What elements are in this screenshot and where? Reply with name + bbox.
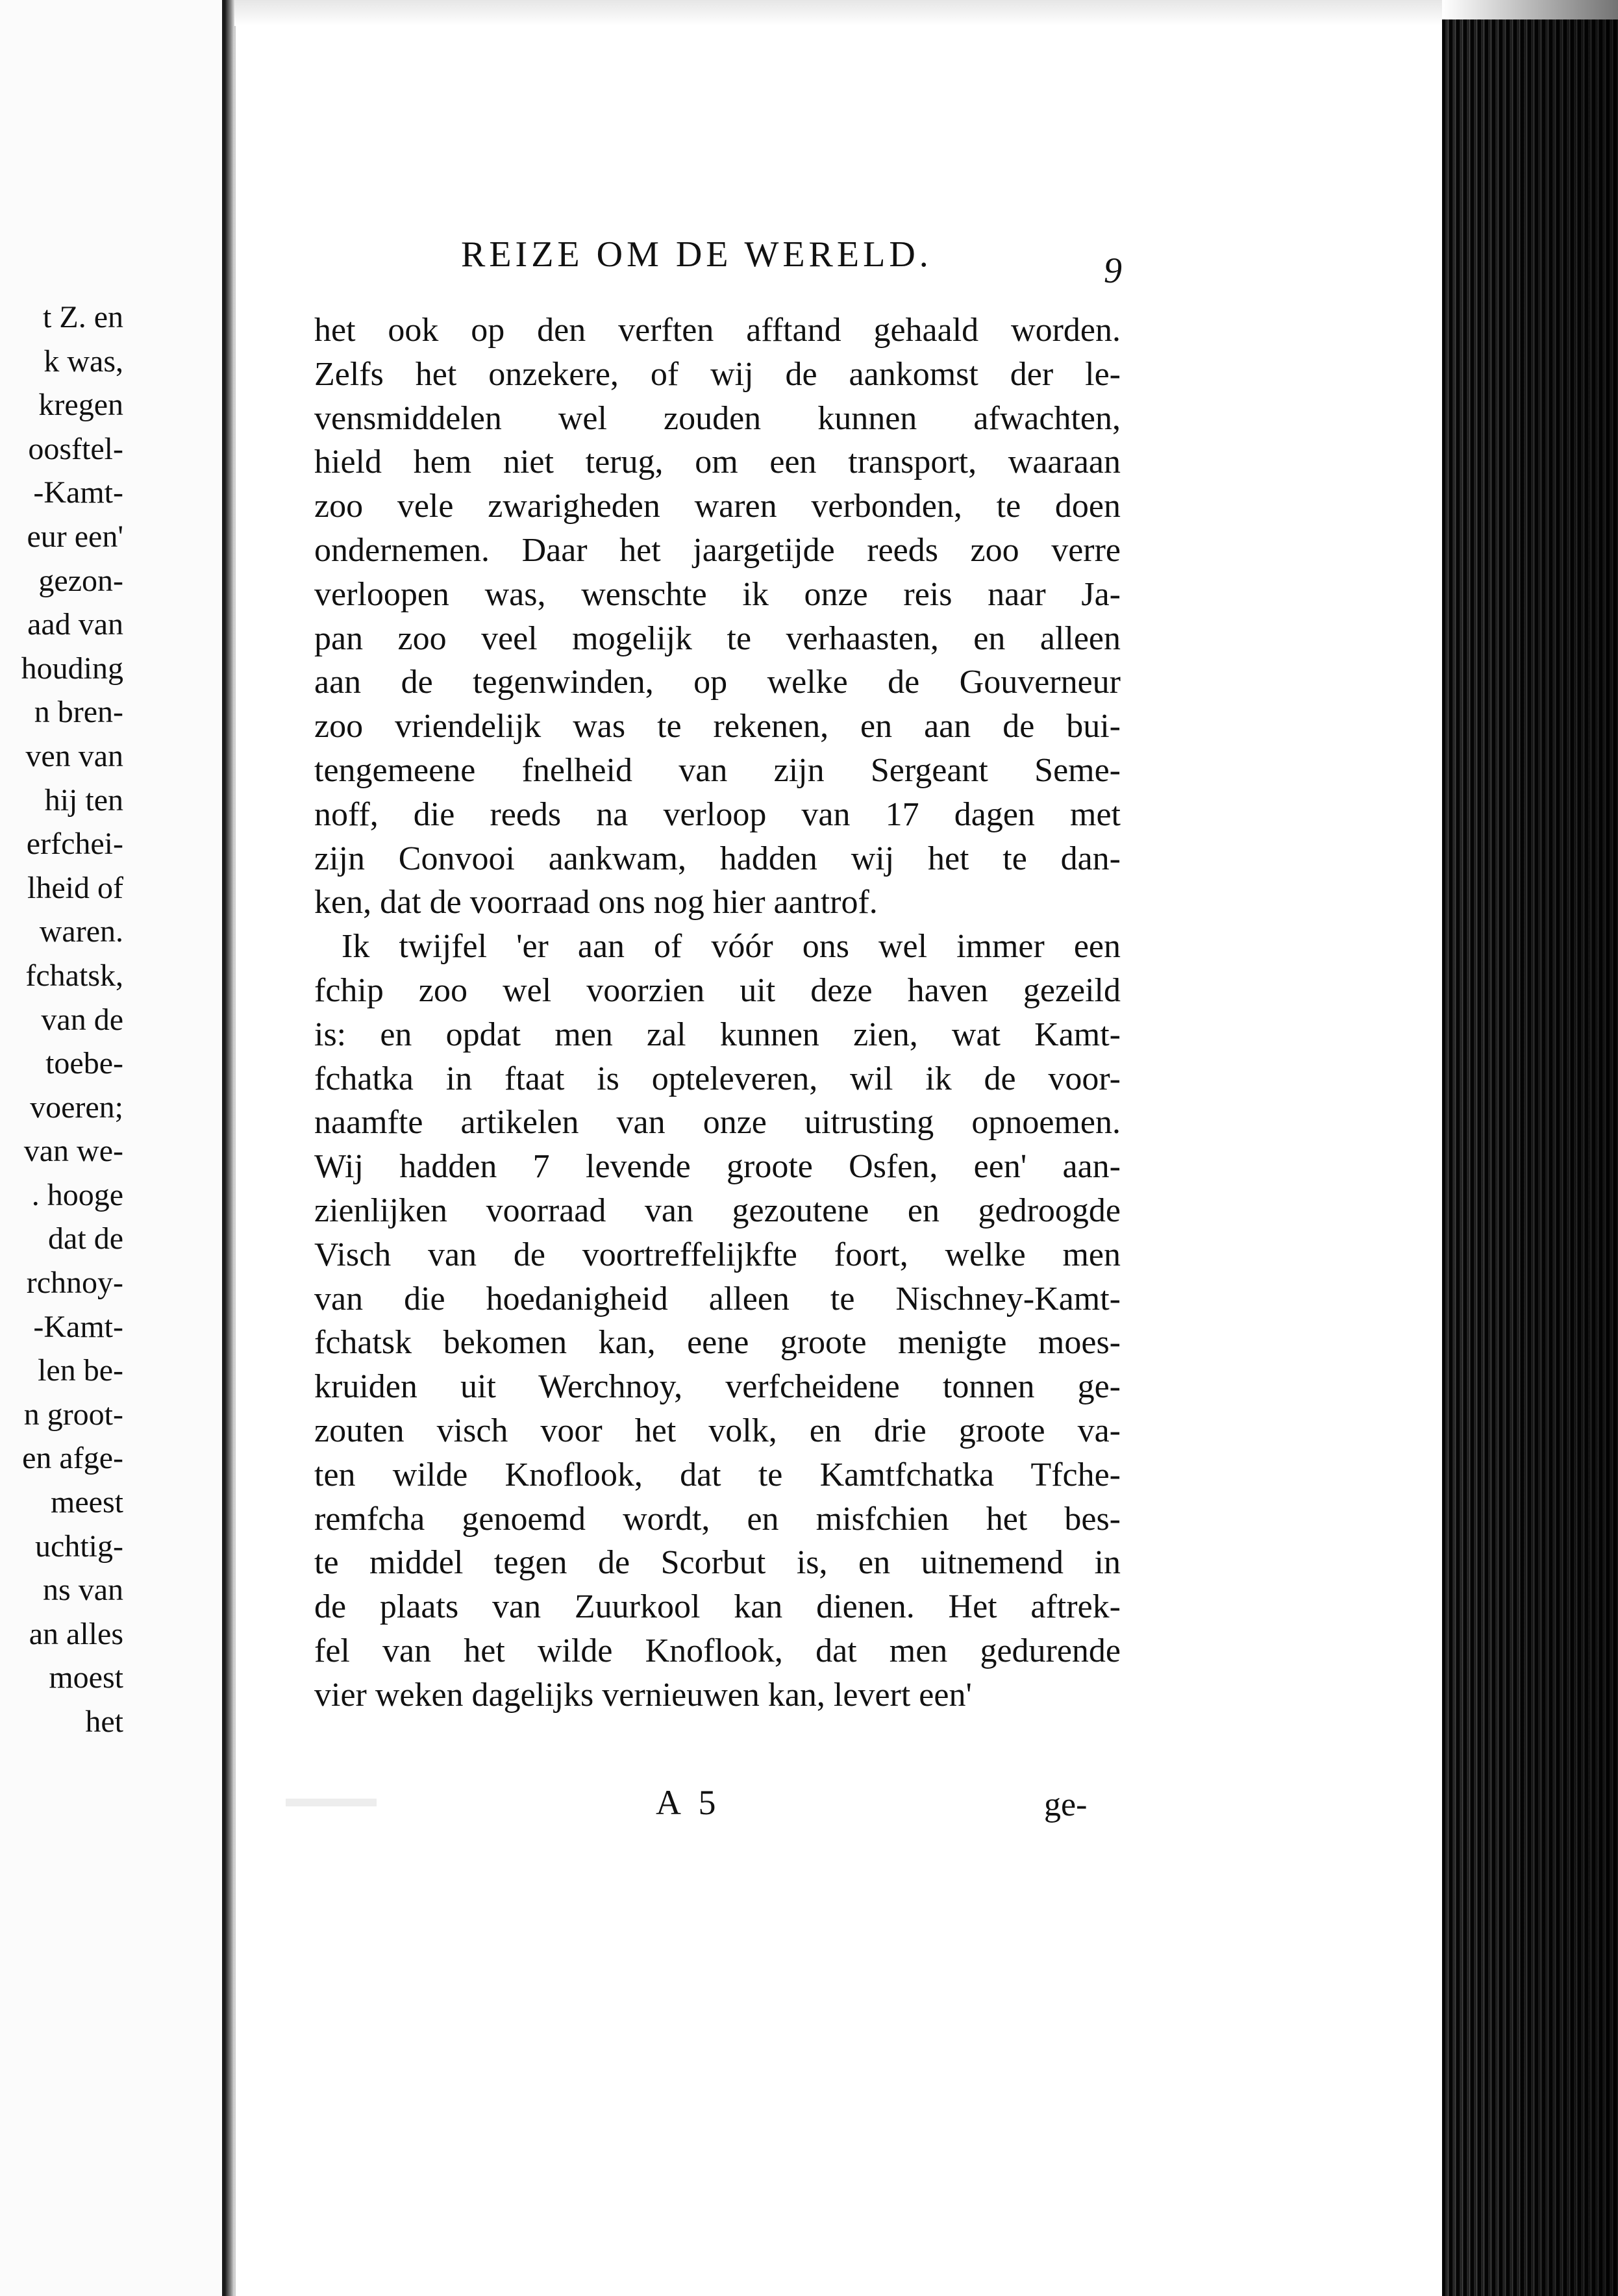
- left-page-line: n groot-: [23, 1397, 123, 1432]
- left-page-line: t Z. en: [43, 300, 123, 334]
- signature-mark: A 5: [656, 1783, 721, 1822]
- left-page-line: uchtig-: [35, 1529, 123, 1564]
- catchword: ge-: [1044, 1786, 1088, 1823]
- body-text: [314, 308, 1121, 1717]
- text-line: tengemeene fnelheid van zijn Sergeant Seme-: [314, 751, 1121, 789]
- left-page-line: -Kamt-: [33, 475, 123, 510]
- text-line: naamfte artikelen van onze uitrusting opnoemen.: [314, 1104, 1121, 1142]
- text-line: het ook op den verften afftand gehaald worden.: [314, 312, 1121, 349]
- text-line: noff, die reeds na verloop van 17 dagen met: [314, 795, 1121, 833]
- ink-smudge: [286, 1799, 377, 1806]
- left-page-line: van we-: [23, 1134, 123, 1169]
- text-line: zienlijken voorraad van gezoutene en gedroogde: [314, 1192, 1121, 1229]
- text-line: pan zoo veel mogelijk te verhaasten, en alleen: [314, 619, 1121, 657]
- left-page-line: toebe-: [45, 1046, 123, 1081]
- text-line: vensmiddelen wel zouden kunnen afwachten,: [314, 399, 1121, 437]
- text-line: is: en opdat men zal kunnen zien, wat Kamt-: [314, 1016, 1121, 1053]
- text-line: hield hem niet terug, om een transport, waaraan: [314, 443, 1121, 481]
- page-block-shadow: [1442, 0, 1618, 2296]
- left-page-line: hij ten: [44, 782, 123, 817]
- left-page-line: fchatsk,: [25, 958, 123, 993]
- left-page-line: meest: [51, 1485, 123, 1520]
- text-line: zoo vriendelijk was te rekenen, en aan de bui-: [314, 708, 1121, 745]
- text-line: zouten visch voor het volk, en drie groote va-: [314, 1412, 1121, 1449]
- left-page: [0, 0, 225, 2296]
- text-line: zijn Convooi aankwam, hadden wij het te dan-: [314, 840, 1121, 877]
- left-page-line: ns van: [43, 1573, 123, 1608]
- left-page-line: en afge-: [22, 1441, 123, 1476]
- text-line: fchip zoo wel voorzien uit deze haven gezeild: [314, 971, 1121, 1009]
- text-line: de plaats van Zuurkool kan dienen. Het aftrek-: [314, 1588, 1121, 1626]
- left-page-line: k was,: [44, 343, 123, 379]
- left-page-text: [0, 295, 123, 1744]
- left-page-line: moest: [49, 1660, 123, 1695]
- left-page-line: dat de: [48, 1221, 123, 1256]
- left-page-line: het: [85, 1704, 123, 1739]
- left-page-line: aad van: [27, 607, 123, 642]
- left-page-line: houding: [21, 651, 123, 686]
- text-line: Wij hadden 7 levende groote Osfen, een' aan-: [314, 1148, 1121, 1186]
- left-page-line: waren.: [39, 914, 123, 949]
- left-page-line: an alles: [29, 1616, 123, 1651]
- book-gutter: [225, 0, 234, 2296]
- text-line: fchatsk bekomen kan, eene groote menigte moes-: [314, 1324, 1121, 1362]
- left-page-line: ven van: [25, 738, 123, 773]
- left-page-line: rchnoy-: [26, 1266, 123, 1301]
- page-top-edge: [234, 0, 1442, 26]
- text-line: remfcha genoemd wordt, en misfchien het bes-: [314, 1500, 1121, 1538]
- page-number: 9: [1104, 251, 1122, 291]
- text-line: verloopen was, wenschte ik onze reis naar Ja-: [314, 575, 1121, 613]
- text-line: Visch van de voortreffelijkfte foort, welke men: [314, 1236, 1121, 1273]
- text-line: zoo vele zwarigheden waren verbonden, te doen: [314, 488, 1121, 525]
- left-page-line: eur een': [27, 519, 123, 554]
- left-page-line: gezon-: [38, 563, 123, 598]
- left-page-line: erfchei-: [26, 827, 123, 862]
- left-page-line: voeren;: [30, 1090, 123, 1125]
- text-line: van die hoedanigheid alleen te Nischney-Kamt-: [314, 1280, 1121, 1317]
- left-page-line: van de: [41, 1002, 123, 1037]
- left-page-line: kregen: [38, 388, 123, 423]
- text-line: Zelfs het onzekere, of wij de aankomst der le-: [314, 355, 1121, 393]
- left-page-line: oosftel-: [28, 431, 123, 466]
- left-page-line: lheid of: [27, 870, 123, 905]
- text-line: kruiden uit Werchnoy, verfcheidene tonnen ge-: [314, 1368, 1121, 1406]
- text-line: aan de tegenwinden, op welke de Gouverneur: [314, 664, 1121, 701]
- text-line: ondernemen. Daar het jaargetijde reeds zoo verre: [314, 531, 1121, 569]
- text-line: fel van het wilde Knoflook, dat men gedurende: [314, 1632, 1121, 1669]
- text-line: ken, dat de voorraad ons nog hier aantrof.: [314, 884, 878, 921]
- left-page-line: . hooge: [31, 1177, 123, 1212]
- text-line: vier weken dagelijks vernieuwen kan, levert een': [314, 1676, 972, 1714]
- text-line: ten wilde Knoflook, dat te Kamtfchatka Tfche-: [314, 1456, 1121, 1493]
- text-line: fchatka in ftaat is opteleveren, wil ik de voor-: [314, 1060, 1121, 1097]
- left-page-line: -Kamt-: [33, 1309, 123, 1344]
- left-page-line: len be-: [38, 1353, 123, 1388]
- running-head: REIZE OM DE WERELD.: [461, 234, 932, 275]
- left-page-line: n bren-: [34, 695, 123, 730]
- text-line: Ik twijfel 'er aan of vóór ons wel immer een: [342, 928, 1121, 966]
- text-line: te middel tegen de Scorbut is, en uitnemend in: [314, 1544, 1121, 1582]
